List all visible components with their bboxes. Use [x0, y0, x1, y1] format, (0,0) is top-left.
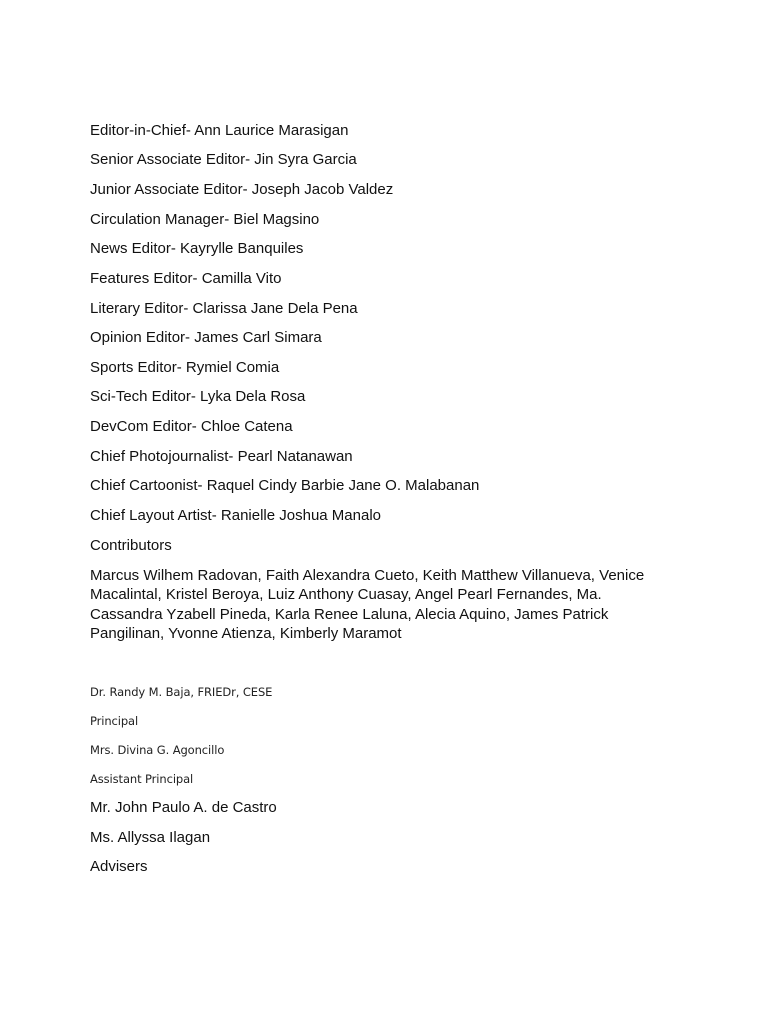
staff-news-editor: News Editor- Kayrylle Banquiles [90, 240, 304, 257]
staff-opinion-editor: Opinion Editor- James Carl Simara [90, 329, 322, 346]
staff-sports-editor: Sports Editor- Rymiel Comia [90, 359, 280, 376]
staff-junior-associate-editor: Junior Associate Editor- Joseph Jacob Valdez [90, 181, 394, 198]
adviser-name-1: Mr. John Paulo A. de Castro [90, 799, 277, 816]
staff-senior-associate-editor: Senior Associate Editor- Jin Syra Garcia [90, 151, 357, 168]
staff-literary-editor: Literary Editor- Clarissa Jane Dela Pena [90, 300, 358, 317]
staff-chief-cartoonist: Chief Cartoonist- Raquel Cindy Barbie Jane O. Malabanan [90, 477, 480, 494]
staff-sci-tech-editor: Sci-Tech Editor- Lyka Dela Rosa [90, 388, 306, 405]
advisers-label: Advisers [90, 858, 148, 875]
assistant-principal-name: Mrs. Divina G. Agoncillo [90, 743, 225, 757]
contributors-list: Marcus Wilhem Radovan, Faith Alexandra Cueto, Keith Matthew Villanueva, Venice Macalintal, Kristel Beroya, Luiz Anthony Cuasay, Angel Pearl Fernandes, Ma. Cassandra Yzabell Pineda, Karla Renee Laluna, Alecia Aquino, James Patrick Pangilinan, Yvonne Atienza, Kimberly Maramot [90, 567, 645, 642]
assistant-principal-title: Assistant Principal [90, 772, 194, 786]
contributors-heading: Contributors [90, 537, 172, 554]
staff-chief-photojournalist: Chief Photojournalist- Pearl Natanawan [90, 448, 353, 465]
staff-chief-layout-artist: Chief Layout Artist- Ranielle Joshua Manalo [90, 507, 381, 524]
staff-circulation-manager: Circulation Manager- Biel Magsino [90, 211, 320, 228]
staff-devcom-editor: DevCom Editor- Chloe Catena [90, 418, 293, 435]
staff-features-editor: Features Editor- Camilla Vito [90, 270, 282, 287]
adviser-name-2: Ms. Allyssa Ilagan [90, 829, 211, 846]
principal-name: Dr. Randy M. Baja, FRIEDr, CESE [90, 685, 273, 699]
principal-title: Principal [90, 714, 139, 728]
staff-editor-in-chief: Editor-in-Chief- Ann Laurice Marasigan [90, 122, 349, 139]
